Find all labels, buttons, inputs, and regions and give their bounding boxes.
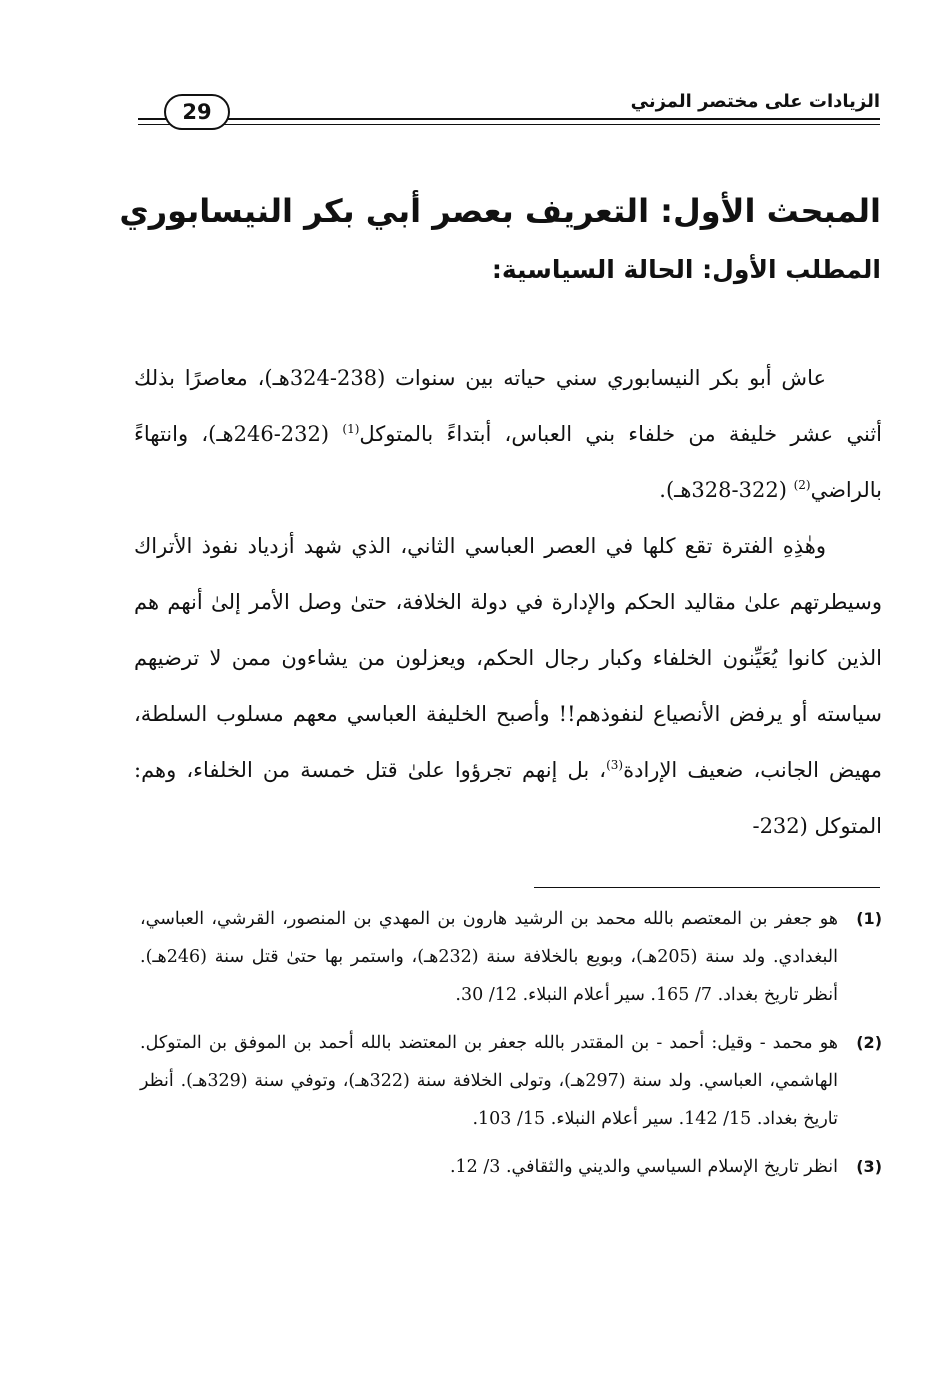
- running-title: الزيادات على مختصر المزني: [623, 88, 880, 116]
- paragraph-2-text-a: وهٰذِهِ الفترة تقع كلها في العصر العباسي الثاني، الذي شهد أزدياد نفوذ الأتراك وسيطرتهم علىٰ مقاليد الحكم والإدارة في دولة الخلافة، حتىٰ وصل الأمر إلىٰ أنهم هم الذين كانوا يُعَيِّنون الخلفاء وكبار رجال الحكم، ويعزلون من يشاءون ممن لا ترضيهم سياسته أو يرفض الأنصياع لنفوذهم!! وأصبح الخليفة العباسي معهم مسلوب السلطة، مهيض الجانب، ضعيف الإرادة: [134, 534, 882, 782]
- footnote-text: هو محمد - وقيل: أحمد - بن المقتدر بالله جعفر بن المعتضد بالله أحمد بن الموفق بن المتوكل. الهاشمي، العباسي. ولد سنة (297هـ)، وتولى الخلافة سنة (322هـ)، وتوفي سنة (329هـ). أنظر تاريخ بغداد. 15/ 142. سير أعلام النبلاء. 15/ 103.: [140, 1033, 838, 1129]
- paragraph-1: [134, 350, 882, 518]
- footnote-3: [140, 1148, 882, 1186]
- paragraph-1-text-a: عاش أبو بكر النيسابوري سني حياته بين سنوات (238-324هـ)، معاصرًا بذلك أثني عشر خليفة من خلفاء بني العباس، أبتداءً بالمتوكل: [134, 366, 883, 446]
- header-rule-thick: [138, 118, 880, 120]
- footnote-number: (3): [856, 1157, 882, 1176]
- section-title: المطلب الأول: الحالة السياسية:: [491, 255, 881, 284]
- paragraph-1-text-c: (322-328هـ).: [659, 478, 794, 502]
- footnote-text: هو جعفر بن المعتصم بالله محمد بن الرشيد هارون بن المهدي بن المنصور، القرشي، العباسي، البغدادي. ولد سنة (205هـ)، وبويع بالخلافة سنة (232هـ)، واستمر بها حتىٰ قتل سنة (246هـ). أنظر تاريخ بغداد. 7/ 165. سير أعلام النبلاء. 12/ 30.: [140, 909, 838, 1005]
- footnote-2: [140, 1024, 882, 1138]
- paragraph-2: [134, 518, 882, 854]
- footnote-number: (2): [856, 1033, 882, 1052]
- footnote-1: [140, 900, 882, 1014]
- header-rule-thin: [138, 124, 880, 125]
- footnote-separator: [534, 887, 880, 888]
- footnote-ref-3: (3): [606, 758, 624, 772]
- footnotes: [140, 900, 882, 1196]
- page-header: [138, 88, 880, 136]
- chapter-title: المبحث الأول: التعريف بعصر أبي بكر النيسابوري: [119, 192, 881, 230]
- footnote-text: انظر تاريخ الإسلام السياسي والديني والثقافي. 3/ 12.: [449, 1157, 838, 1177]
- page-number: 29: [164, 94, 230, 130]
- footnote-ref-1: (1): [342, 422, 360, 436]
- paragraph-1-text-b: (232-246هـ)، وانتهاءً بالراضي: [134, 422, 882, 502]
- footnote-ref-2: (2): [793, 478, 811, 492]
- paragraph-2-text-b: ، بل إنهم تجرؤوا علىٰ قتل خمسة من الخلفاء، وهم: المتوكل (232-: [134, 758, 882, 838]
- footnote-number: (1): [856, 909, 882, 928]
